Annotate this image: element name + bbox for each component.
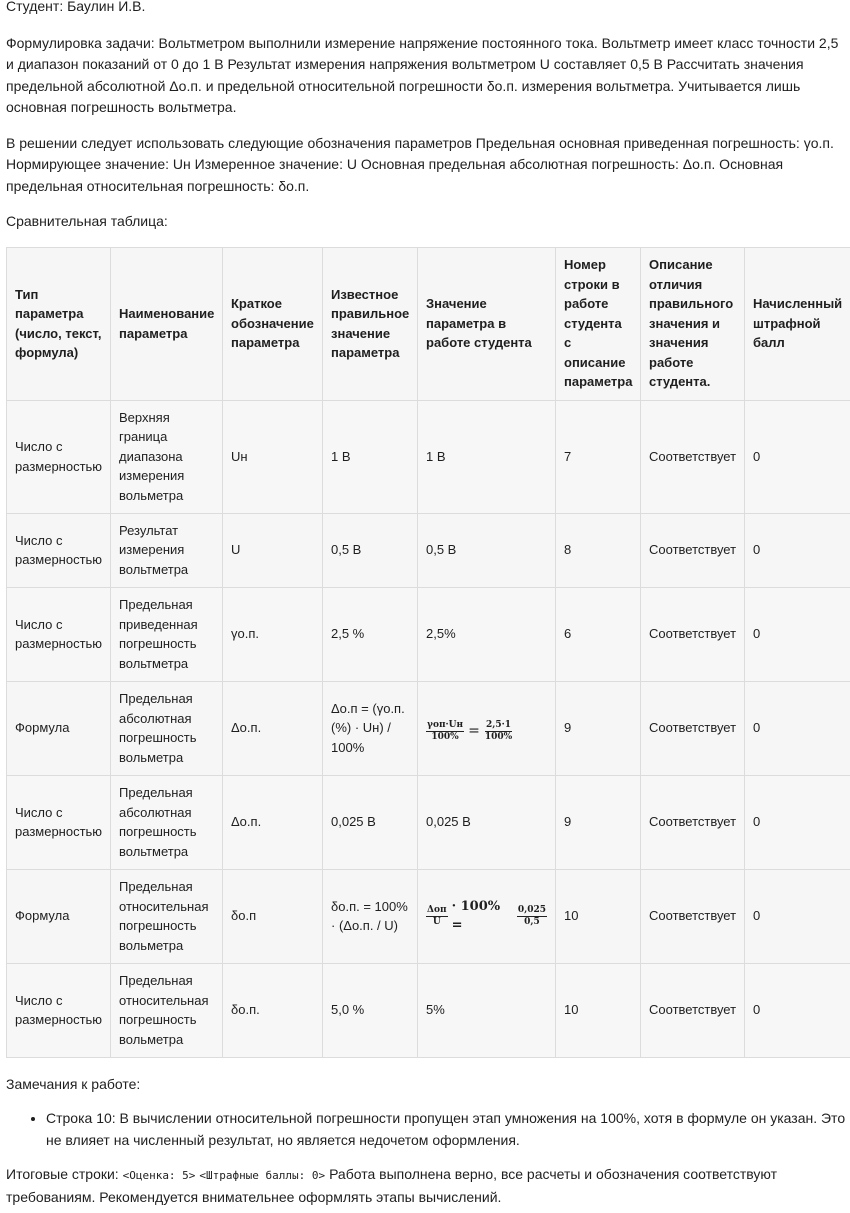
- header-student: Значение параметра в работе студента: [418, 247, 556, 400]
- denominator: 100%: [484, 732, 513, 742]
- cell-penalty: 0: [745, 681, 850, 775]
- cell-name: Предельная абсолютная погрешность вольтметра: [111, 775, 223, 869]
- remarks-title: Замечания к работе:: [6, 1075, 141, 1092]
- cell-line: 6: [556, 587, 641, 681]
- header-line: Номер строки в работе студента с описание параметра: [556, 247, 641, 400]
- cell-diff: Соответствует: [641, 775, 745, 869]
- cell-student: 1 В: [418, 400, 556, 513]
- formula-absolute-error: [426, 720, 513, 743]
- cell-penalty: 0: [745, 513, 850, 587]
- cell-diff: Соответствует: [641, 587, 745, 681]
- denominator: 100%: [431, 732, 459, 742]
- cell-student: 0,5 В: [418, 513, 556, 587]
- cell-penalty: 0: [745, 775, 850, 869]
- cell-line: 10: [556, 963, 641, 1057]
- cell-student: 0,025 В: [418, 775, 556, 869]
- cell-type: Формула: [7, 681, 111, 775]
- cell-type: Число с размерностью: [7, 400, 111, 513]
- final-summary: Работа выполнена верно, все расчеты и обозначения соответствуют требованиям. Рекомендуется внимательнее оформлять этапы вычислений.: [6, 1166, 778, 1205]
- fraction: [517, 905, 547, 928]
- cell-type: Число с размерностью: [7, 513, 111, 587]
- table-row: [7, 963, 850, 1057]
- table-row: [7, 513, 850, 587]
- table-row: [7, 775, 850, 869]
- cell-diff: Соответствует: [641, 513, 745, 587]
- header-name: Наименование параметра: [111, 247, 223, 400]
- final-label: Итоговые строки:: [6, 1166, 119, 1182]
- cell-symbol: Δо.п.: [223, 775, 323, 869]
- cell-name: Предельная приведенная погрешность вольтметра: [111, 587, 223, 681]
- cell-name: Предельная абсолютная погрешность вольметра: [111, 681, 223, 775]
- numerator: γоп·Uн: [427, 720, 464, 730]
- fraction: [426, 905, 448, 928]
- formula-middle: · 100% =: [451, 898, 501, 933]
- cell-symbol: δо.п: [223, 869, 323, 963]
- cell-correct: 0,025 В: [323, 775, 418, 869]
- task-statement: Формулировка задачи: Вольтметром выполнили измерение напряжение постоянного тока. Вольтметр имеет класс точности 2,5 и диапазон показаний от 0 до 1 В Результат измерения напряжения вольтметром U составляет 0,5 В Рассчитать значения предельной абсолютной Δо.п. и предельной относительной погрешности δо.п. измерения вольтметра. Учитывается лишь основная погрешность вольтметра.: [6, 34, 839, 115]
- cell-symbol: δо.п.: [223, 963, 323, 1057]
- final-lines: [6, 1164, 848, 1208]
- list-item: • Строка 10: В вычислении относительной погрешности пропущен этап умножения на 100%, хотя в формуле он указан. Это не влияет на численный результат, но является недочетом оформления.: [46, 1108, 848, 1151]
- cell-diff: Соответствует: [641, 963, 745, 1057]
- cell-diff: Соответствует: [641, 869, 745, 963]
- cell-symbol: U: [223, 513, 323, 587]
- header-symbol: Краткое обозначение параметра: [223, 247, 323, 400]
- cell-diff: Соответствует: [641, 681, 745, 775]
- remarks-list: [6, 1108, 848, 1151]
- cell-name: Результат измерения вольтметра: [111, 513, 223, 587]
- grade-code: <Оценка: 5>: [122, 1169, 196, 1182]
- table-row: [7, 587, 850, 681]
- header-penalty: Начисленный штрафной балл: [745, 247, 850, 400]
- equals-sign: =: [468, 722, 480, 739]
- cell-penalty: 0: [745, 587, 850, 681]
- table-header-row: [7, 247, 850, 400]
- cell-correct: Δо.п = (γо.п.(%) · Uн) / 100%: [323, 681, 418, 775]
- cell-line: 9: [556, 681, 641, 775]
- document: [6, 0, 848, 1208]
- cell-diff: Соответствует: [641, 400, 745, 513]
- cell-penalty: 0: [745, 400, 850, 513]
- denominator: 0,5: [524, 916, 540, 927]
- cell-correct: δо.п. = 100% · (Δо.п. / U): [323, 869, 418, 963]
- table-row: [7, 681, 850, 775]
- cell-symbol: γо.п.: [223, 587, 323, 681]
- student-name: Студент: Баулин И.В.: [6, 0, 146, 14]
- table-row: [7, 400, 850, 513]
- cell-student-formula: [418, 869, 556, 963]
- cell-name: Верхняя граница диапазона измерения вольметра: [111, 400, 223, 513]
- formula-relative-error: [426, 897, 547, 936]
- cell-line: 10: [556, 869, 641, 963]
- cell-type: Число с размерностью: [7, 775, 111, 869]
- fraction: [484, 720, 513, 743]
- notation-description: В решении следует использовать следующие обозначения параметров Предельная основная приведенная погрешность: γо.п. Нормирующее значение: Uн Измеренное значение: U Основная предельная абсолютная погрешность: Δо.п. Основная предельная относительная погрешность: δо.п.: [6, 134, 834, 194]
- cell-correct: 0,5 В: [323, 513, 418, 587]
- cell-correct: 5,0 %: [323, 963, 418, 1057]
- cell-symbol: Δо.п.: [223, 681, 323, 775]
- comparison-table: [6, 247, 850, 1058]
- cell-student: 2,5%: [418, 587, 556, 681]
- cell-penalty: 0: [745, 963, 850, 1057]
- cell-line: 8: [556, 513, 641, 587]
- header-type: Тип параметра (число, текст, формула): [7, 247, 111, 400]
- header-correct: Известное правильное значение параметра: [323, 247, 418, 400]
- cell-student-formula: [418, 681, 556, 775]
- cell-penalty: 0: [745, 869, 850, 963]
- cell-correct: 1 В: [323, 400, 418, 513]
- numerator: Δоп: [427, 904, 447, 915]
- cell-student: 5%: [418, 963, 556, 1057]
- cell-line: 9: [556, 775, 641, 869]
- fraction: [426, 720, 464, 743]
- header-diff: Описание отличия правильного значения и значения работе студента.: [641, 247, 745, 400]
- cell-symbol: Uн: [223, 400, 323, 513]
- table-title: Сравнительная таблица:: [6, 213, 168, 229]
- cell-correct: 2,5 %: [323, 587, 418, 681]
- denominator: U: [432, 916, 441, 927]
- cell-type: Число с размерностью: [7, 587, 111, 681]
- cell-name: Предельная относительная погрешность вольметра: [111, 869, 223, 963]
- cell-name: Предельная относительная погрешность вольметра: [111, 963, 223, 1057]
- cell-line: 7: [556, 400, 641, 513]
- cell-type: Формула: [7, 869, 111, 963]
- cell-type: Число с размерностью: [7, 963, 111, 1057]
- table-row: [7, 869, 850, 963]
- numerator: 0,025: [517, 904, 546, 915]
- numerator: 2,5·1: [485, 720, 512, 730]
- penalty-code: <Штрафные баллы: 0>: [199, 1169, 326, 1182]
